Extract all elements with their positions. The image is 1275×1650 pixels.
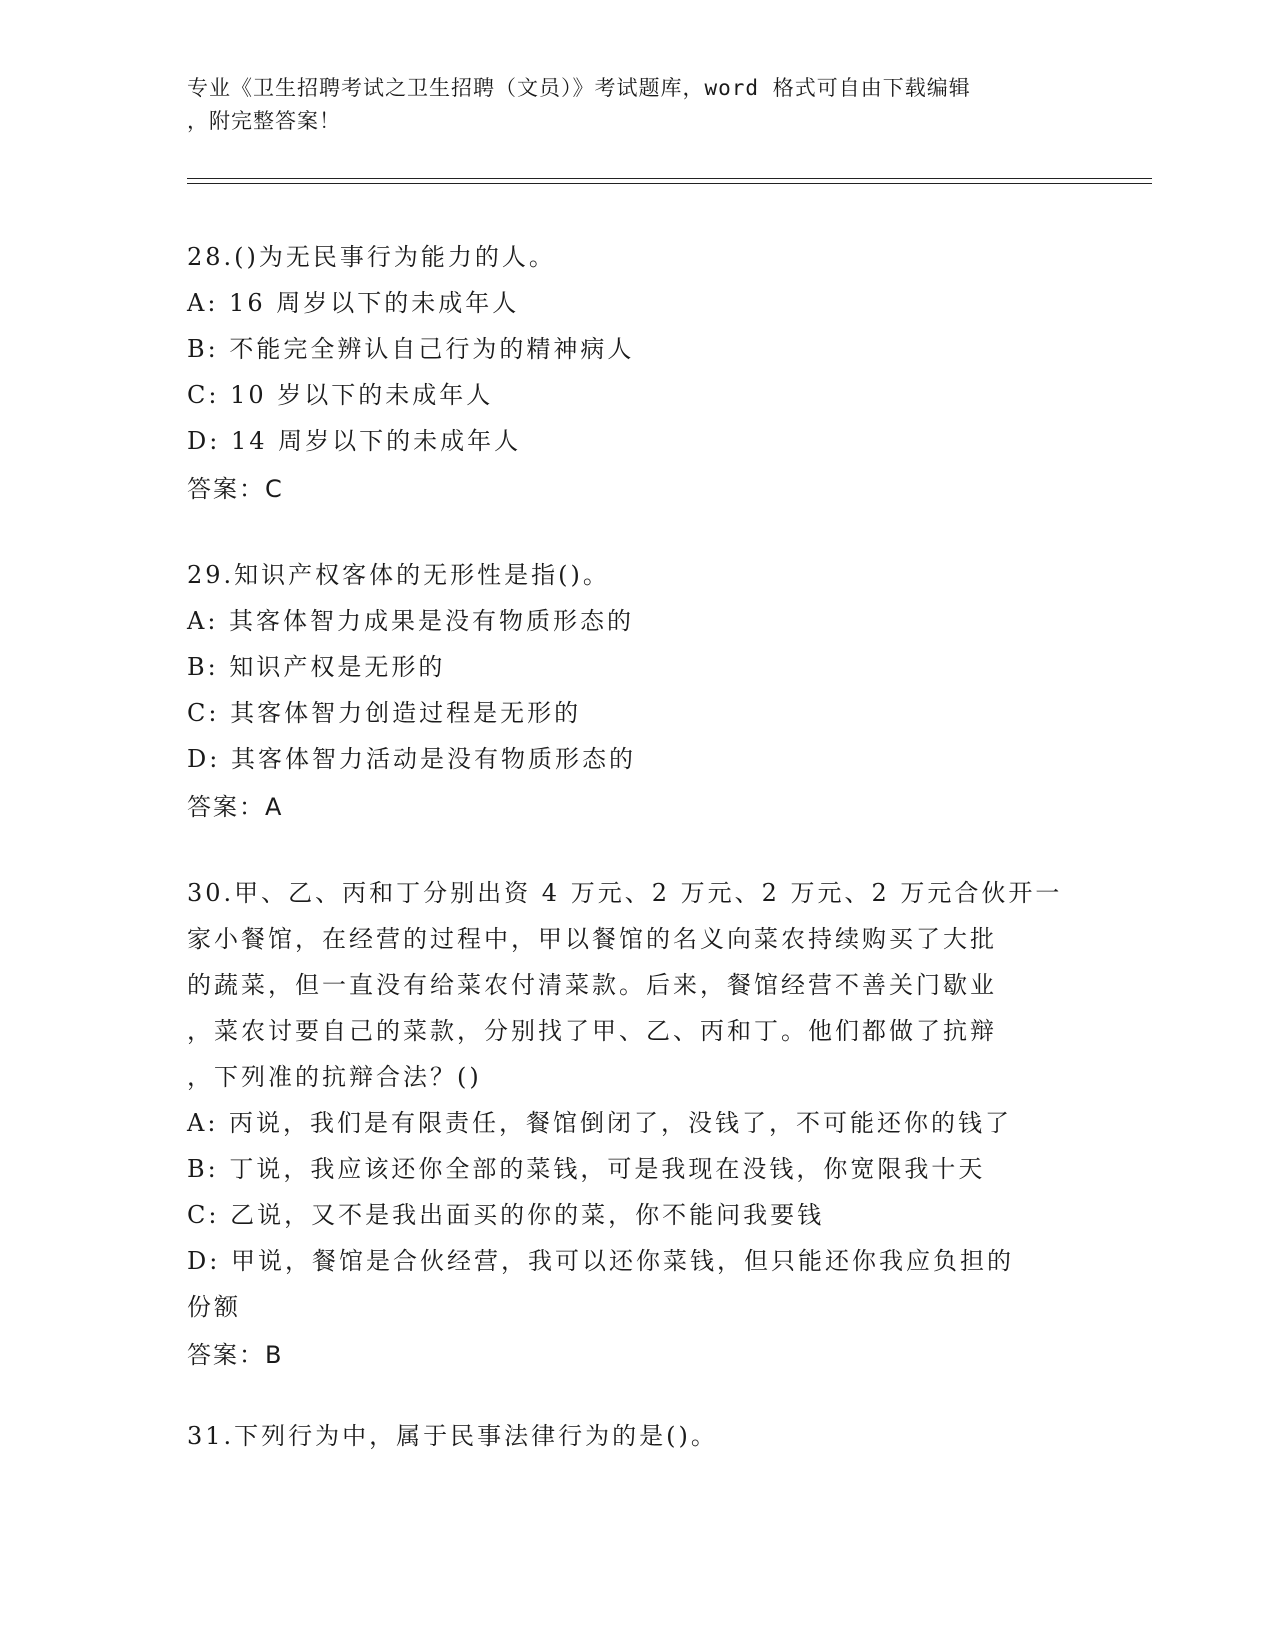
question-stem: 29.知识产权客体的无形性是指()。 xyxy=(187,561,610,589)
question-stem: 31.下列行为中，属于民事法律行为的是()。 xyxy=(187,1422,718,1450)
option-d: D: 14 周岁以下的未成年人 xyxy=(187,427,522,455)
question-30 xyxy=(187,870,1087,1378)
option-a: A: 其客体智力成果是没有物质形态的 xyxy=(187,607,635,635)
header-line-2: ，附完整答案！ xyxy=(187,109,341,133)
option-b: B: 丁说，我应该还你全部的菜钱，可是我现在没钱，你宽限我十天 xyxy=(187,1155,986,1183)
option-b: B: 知识产权是无形的 xyxy=(187,653,446,681)
option-c: C: 10 岁以下的未成年人 xyxy=(187,381,494,409)
answer: 答案：A xyxy=(187,793,284,821)
option-d: D: 其客体智力活动是没有物质形态的 xyxy=(187,745,636,773)
document-header xyxy=(187,72,1067,138)
question-stem-line-3: 的蔬菜，但一直没有给菜农付清菜款。后来，餐馆经营不善关门歇业 xyxy=(187,971,997,999)
option-a: A: 丙说，我们是有限责任，餐馆倒闭了，没钱了，不可能还你的钱了 xyxy=(187,1109,1013,1137)
question-stem-line-5: ，下列准的抗辩合法？() xyxy=(187,1063,482,1091)
option-b: B: 不能完全辨认自己行为的精神病人 xyxy=(187,335,635,363)
option-d-continued: 份额 xyxy=(187,1293,241,1321)
option-d: D: 甲说，餐馆是合伙经营，我可以还你菜钱，但只能还你我应负担的 xyxy=(187,1247,1014,1275)
option-c: C: 其客体智力创造过程是无形的 xyxy=(187,699,582,727)
question-stem-line-2: 家小餐馆，在经营的过程中，甲以餐馆的名义向菜农持续购买了大批 xyxy=(187,925,997,953)
option-c: C: 乙说，又不是我出面买的你的菜，你不能问我要钱 xyxy=(187,1201,825,1229)
question-stem-line-1: 30.甲、乙、丙和丁分别出资 4 万元、2 万元、2 万元、2 万元合伙开一 xyxy=(187,879,1063,907)
question-31 xyxy=(187,1413,1087,1459)
answer: 答案：B xyxy=(187,1341,284,1369)
header-line-1: 专业《卫生招聘考试之卫生招聘（文员）》考试题库，word 格式可自由下载编辑 xyxy=(187,76,971,100)
header-divider-bottom xyxy=(187,183,1152,184)
question-stem: 28.()为无民事行为能力的人。 xyxy=(187,243,556,271)
option-a: A: 16 周岁以下的未成年人 xyxy=(187,289,520,317)
answer: 答案：C xyxy=(187,475,284,503)
question-29 xyxy=(187,552,1087,830)
question-28 xyxy=(187,234,1087,512)
question-stem-line-4: ，菜农讨要自己的菜款，分别找了甲、乙、丙和丁。他们都做了抗辩 xyxy=(187,1017,997,1045)
header-divider-top xyxy=(187,178,1152,179)
